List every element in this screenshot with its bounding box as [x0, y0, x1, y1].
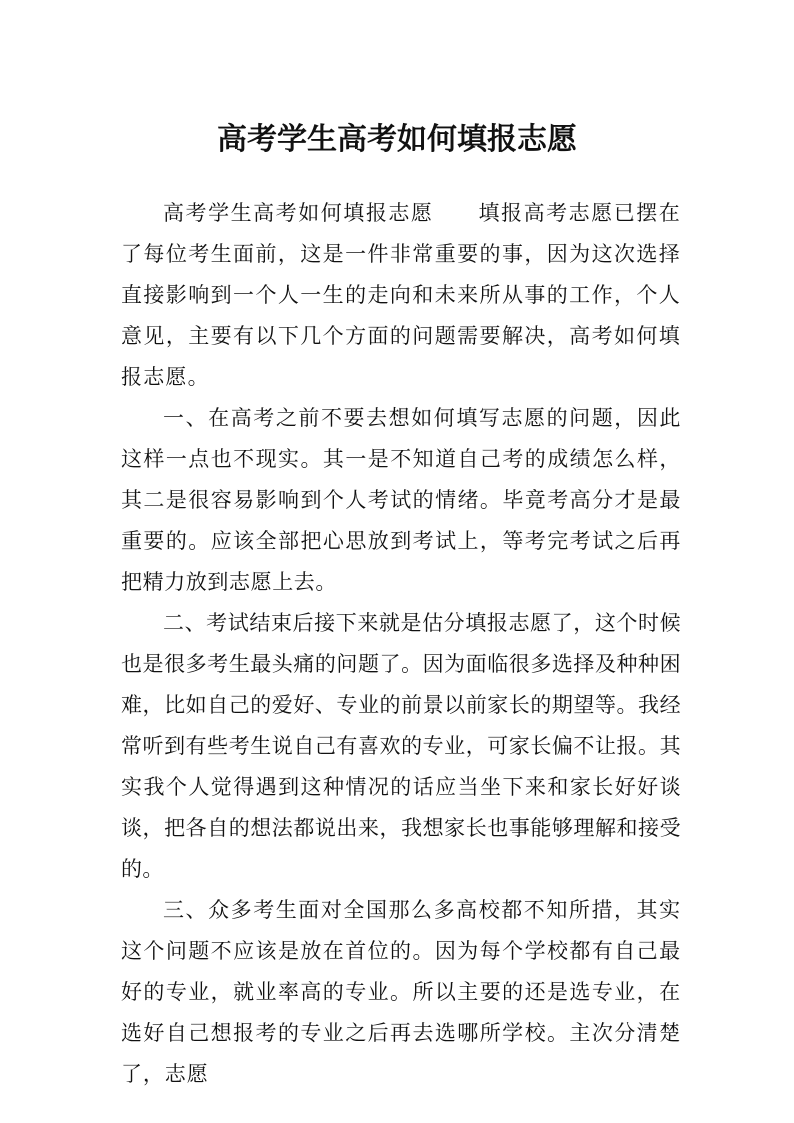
paragraph-intro: 高考学生高考如何填报志愿 填报高考志愿已摆在了每位考生面前，这是一件非常重要的事，因为这次选择直接影响到一个人一生的走向和未来所从事的工作，个人意见，主要有以下几个方面的问题需要解决，高考如何填报志愿。: [121, 201, 681, 389]
paragraph-point-two: 二、考试结束后接下来就是估分填报志愿了，这个时候也是很多考生最头痛的问题了。因为面临很多选择及种种困难，比如自己的爱好、专业的前景以前家长的期望等。我经常听到有些考生说自己有喜欢的专业，可家长偏不让报。其实我个人觉得遇到这种情况的话应当坐下来和家长好好谈谈，把各自的想法都说出来，我想家长也事能够理解和接受的。: [121, 611, 681, 881]
document-title: 高考学生高考如何填报志愿: [217, 122, 577, 158]
paragraph-point-one: 一、在高考之前不要去想如何填写志愿的问题，因此这样一点也不现实。其一是不知道自己考的成绩怎么样，其二是很容易影响到个人考试的情绪。毕竟考高分才是最重要的。应该全部把心思放到考试上，等考完考试之后再把精力放到志愿上去。: [121, 406, 681, 594]
paragraph-point-three: 三、众多考生面对全国那么多高校都不知所措，其实这个问题不应该是放在首位的。因为每个学校都有自己最好的专业，就业率高的专业。所以主要的还是选专业，在选好自己想报考的专业之后再去选哪所学校。主次分清楚了，志愿: [121, 898, 681, 1086]
document-body: [121, 193, 681, 1095]
